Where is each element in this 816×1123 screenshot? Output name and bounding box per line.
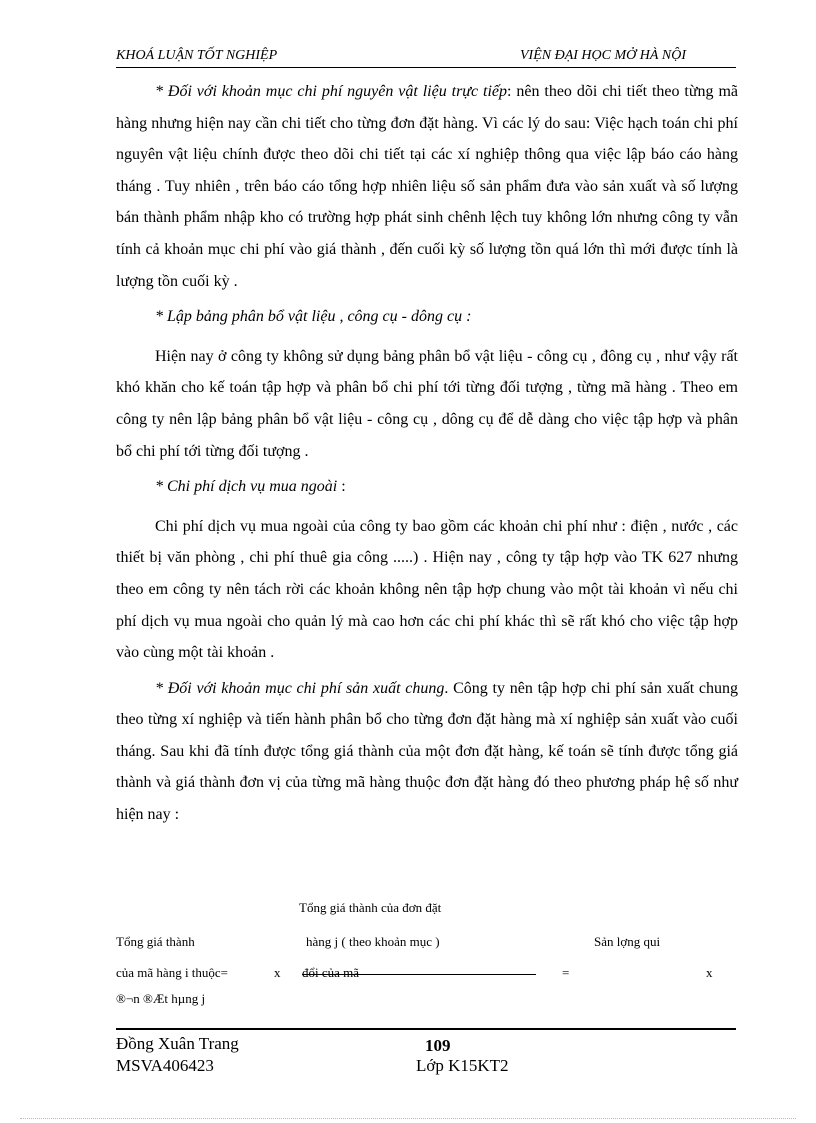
formula-multiply-2: x [706,965,713,980]
formula-right-line1: Sản lợng qui [594,934,661,949]
footer-author-name: Đồng Xuân Trang [116,1034,239,1053]
header-left-title: KHOÁ LUẬN TỐT NGHIỆP [116,48,278,63]
cost-formula [116,895,736,1015]
formula-mid-line2: đổi của mã [302,965,360,980]
formula-left-line2: của mã hàng i thuộc= [116,965,229,980]
footer-class-label: Lớp K15KT2 [416,1056,509,1075]
header-rule [116,67,736,68]
paragraph-allocation-body [116,341,738,467]
paragraph-text: : nên theo dõi chi tiết theo từng mã hàng nhưng hiện nay cần chi tiết cho từng đơn đặt hàng. Vì các lý do sau: Việc hạch toán chi phí nguyên vật liệu chính được theo dõi chi tiết tại các xí nghiệp thông qua việc lập báo cáo hàng tháng . Tuy nhiên , trên báo cáo tổng hợp nhiên liệu số sản phẩm đưa vào sản xuất và số lượng bán thành phẩm nhập kho có trường hợp phát sinh chênh lệch tuy không lớn nhưng công ty vẫn tính cả khoản mục chi phí vào giá thành , đến cuối kỳ số lượng tồn quá lớn thì mới được tính là lượng tồn cuối kỳ . [116,83,739,290]
paragraph-direct-materials [116,76,738,297]
paragraph-allocation-heading [116,301,738,333]
page-bottom-border [20,1118,796,1119]
paragraph-text: Hiện nay ở công ty không sử dụng bảng phân bổ vật liệu - công cụ , đông cụ , như vậy rất khó khăn cho kế toán tập hợp và phân bổ chi phí tới từng đối tượng , từng mã hàng . Theo em công ty nên lập bảng phân bổ vật liệu - công cụ , dông cụ để dễ dàng cho việc tập hợp và phân bổ chi phí tới từng đối tượng . [116,347,738,460]
header-right-title: VIỆN ĐẠI HỌC MỞ HÀ NỘI [520,48,687,63]
formula-left-line1: Tổng giá thành [116,934,195,949]
document-body [116,76,738,831]
paragraph-services-heading [116,471,738,503]
formula-top-label: Tổng giá thành của đơn đặt [299,900,442,915]
footer-student-id: MSVA406423 [116,1056,214,1075]
formula-equals: = [562,965,570,980]
paragraph-lead: * Lập bảng phân bổ vật liệu , công cụ - dông cụ : [155,308,472,326]
paragraph-text: : [337,478,346,496]
page-header [116,48,736,68]
page-footer [116,1034,736,1078]
formula-multiply-1: x [274,965,281,980]
formula-fraction-line [302,974,536,975]
formula-mid-line1: hàng j ( theo khoản mục ) [306,934,440,949]
paragraph-lead: * Đối với khoản mục chi phí sản xuất chung [155,679,445,697]
paragraph-lead: * Đối với khoản mục chi phí nguyên vật liệu trực tiếp [155,83,508,100]
paragraph-lead: * Chi phí dịch vụ mua ngoài [155,478,338,496]
paragraph-text: Chi phí dịch vụ mua ngoài của công ty bao gồm các khoản chi phí như : điện , nước , các thiết bị văn phòng , chi phí thuê gia công .....) . Hiện nay , công ty tập hợp vào TK 627 nhưng theo em công ty nên tách rời các khoản không nên tập hợp chung vào một tài khoản vì nếu chi phí dịch vụ mua ngoài cho quản lý mà cao hơn các chi phí khác thì sẽ rất khó cho việc tập hợp vào cùng một tài khoản . [116,517,738,662]
paragraph-text: . Công ty nên tập hợp chi phí sản xuất chung theo từng xí nghiệp và tiến hành phân bổ cho từng đơn đặt hàng mà xí nghiệp sản xuất vào cuối tháng. Sau khi đã tính được tổng giá thành của một đơn đặt hàng, kế toán sẽ tính được tổng giá thành và giá thành đơn vị của từng mã hàng thuộc đơn đặt hàng đó theo phương pháp hệ số như hiện nay : [116,679,738,824]
footer-rule [116,1028,736,1030]
paragraph-services-body [116,511,738,669]
paragraph-overhead [116,673,738,831]
formula-left-line3: ®¬n ®Æt hµng j [116,991,206,1006]
footer-page-number: 109 [425,1036,451,1055]
